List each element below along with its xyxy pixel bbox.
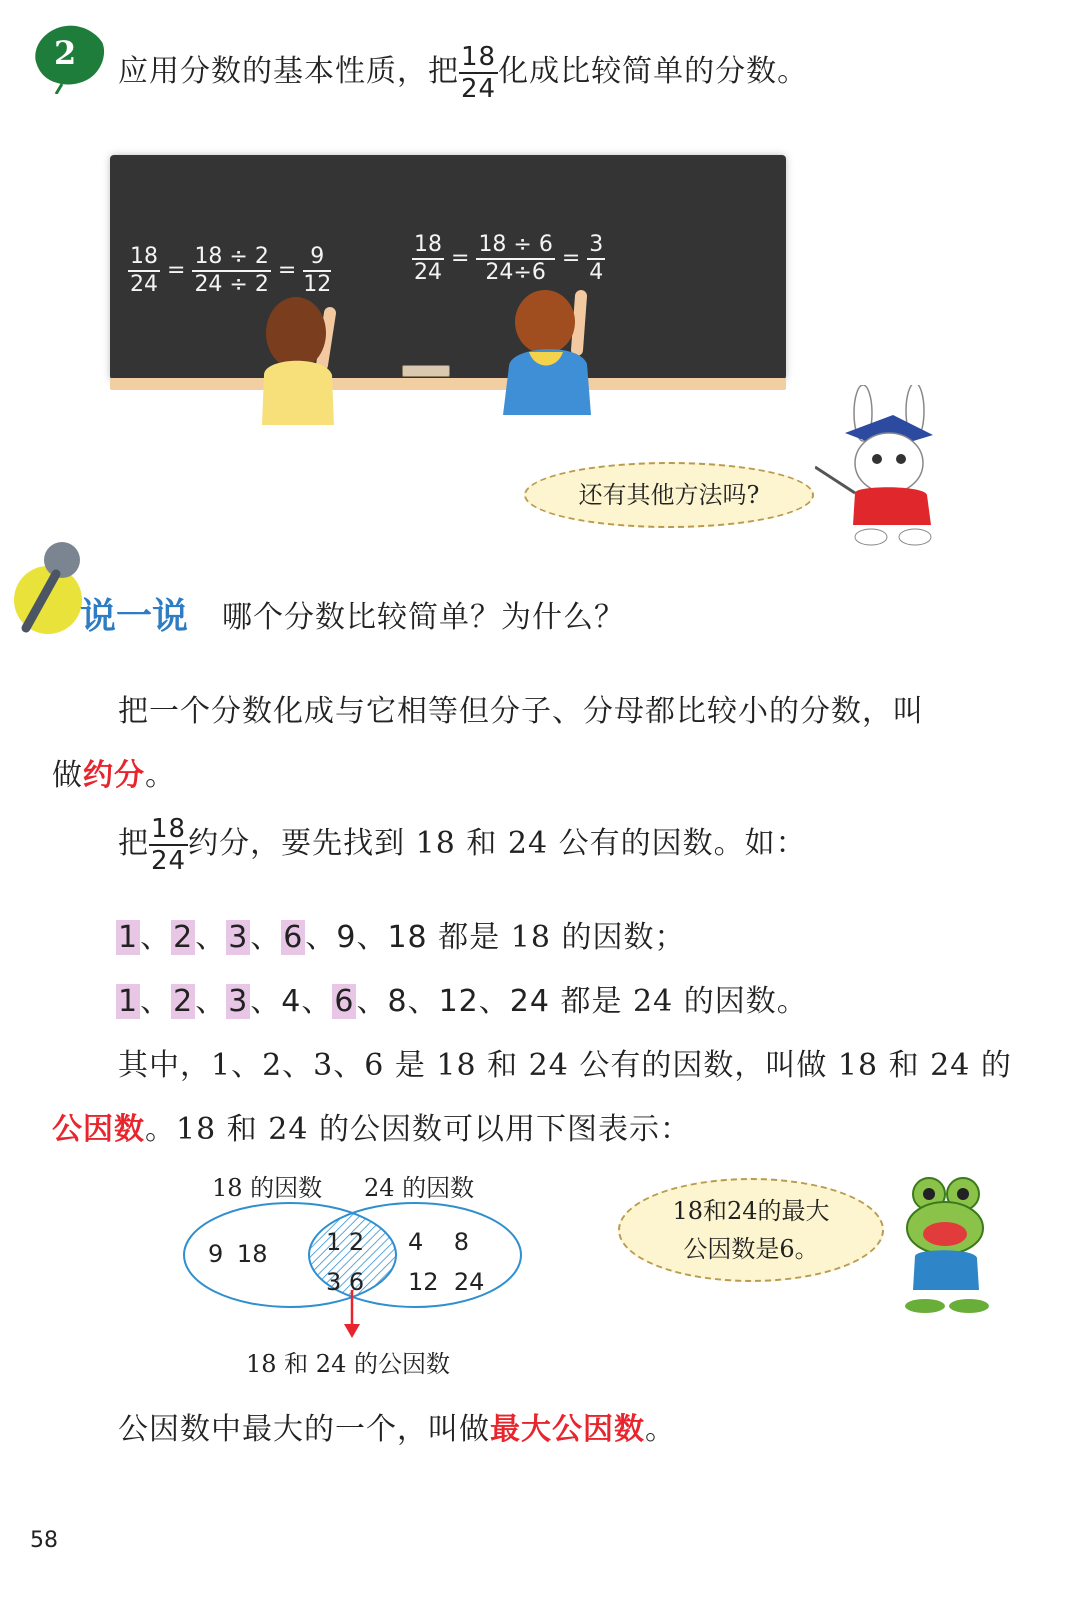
venn-left-only: 9 18 [208, 1240, 268, 1268]
separator: 、 [301, 984, 333, 1019]
frog-speech-bubble: 18和24的最大 公因数是6。 [618, 1178, 884, 1282]
conclusion-line: 公因数中最大的一个，叫做最大公因数。 [118, 1412, 676, 1447]
page-number: 58 [30, 1528, 58, 1553]
factors24-item: 4 [281, 984, 302, 1019]
factors24-item: 6 [334, 984, 355, 1019]
venn-label-left: 18 的因数 [212, 1174, 323, 1202]
rabbit-teacher-icon [815, 385, 955, 550]
definition-line2: 做约分。 [52, 758, 176, 793]
factors18-item: 6 [283, 920, 304, 955]
example-leaf-badge [28, 22, 108, 94]
factors-24-line [116, 976, 808, 1020]
factors24-item: 1 [118, 984, 139, 1019]
common-line1: 其中，1、2、3、6 是 18 和 24 公有的因数，叫做 18 和 24 的 [118, 1048, 1012, 1083]
factors24-item: 24 [509, 984, 550, 1019]
factors18-suffix: 都是 18 的因数； [427, 920, 686, 955]
factors18-item: 9 [336, 920, 357, 955]
separator: 、 [140, 984, 172, 1019]
speak-label: 说一说 [80, 596, 189, 637]
term-gongyinshu: 公因数 [52, 1112, 145, 1147]
venn-bottom-label: 18 和 24 的公因数 [246, 1350, 450, 1378]
separator: 、 [250, 920, 282, 955]
arrow-down-icon [344, 1324, 360, 1338]
factors18-item: 2 [173, 920, 194, 955]
venn-common: 1 2 3 6 [326, 1228, 365, 1296]
term-yuefen: 约分 [83, 758, 145, 793]
factors-18-line [116, 912, 685, 956]
frog-icon [895, 1172, 995, 1317]
find-factors-line: 把 $\frac{18}{24}$ 约分，要先找到 18 和 24 公有的因数。如： [118, 814, 807, 876]
example-fraction: $\frac{18}{24}$ [461, 42, 497, 104]
separator: 、 [250, 984, 282, 1019]
definition-line1: 把一个分数化成与它相等但分子、分母都比较小的分数，叫 [118, 694, 924, 729]
factors24-item: 12 [438, 984, 479, 1019]
separator: 、 [140, 920, 172, 955]
factors18-item: 3 [228, 920, 249, 955]
factors18-item: 1 [118, 920, 139, 955]
factors24-item: 8 [387, 984, 408, 1019]
factors24-item: 3 [228, 984, 249, 1019]
separator: 、 [305, 920, 337, 955]
separator: 、 [478, 984, 510, 1019]
venn-right-only: 4 8 12 24 [408, 1228, 485, 1296]
eraser [402, 365, 450, 377]
example-number: 2 [54, 34, 77, 72]
separator: 、 [195, 920, 227, 955]
factors24-item: 2 [173, 984, 194, 1019]
blackboard-ledge [110, 378, 786, 390]
venn-diagram [180, 1160, 525, 1380]
separator: 、 [195, 984, 227, 1019]
speak-question: 哪个分数比较简单？为什么？ [222, 600, 625, 635]
common-line2: 公因数。18 和 24 的公因数可以用下图表示： [52, 1112, 691, 1147]
left-equation: $\frac{18}{24}$ = $\frac{18 \div 2}{24 \div 2}$ = $\frac{9}{12}$ [130, 244, 332, 297]
factors18-item: 18 [387, 920, 428, 955]
venn-label-right: 24 的因数 [364, 1174, 475, 1202]
boy-figure [495, 280, 605, 415]
separator: 、 [407, 984, 439, 1019]
term-zuida-gongyinshu: 最大公因数 [490, 1412, 645, 1447]
separator: 、 [356, 920, 388, 955]
find-factors-fraction: $\frac{18}{24}$ [151, 814, 187, 876]
rabbit-speech-bubble: 还有其他方法吗? [524, 462, 814, 528]
separator: 、 [356, 984, 388, 1019]
right-equation: $\frac{18}{24}$ = $\frac{18 \div 6}{24\div 6}$ = $\frac{3}{4}$ [414, 232, 604, 285]
factors24-suffix: 都是 24 的因数。 [549, 984, 808, 1019]
girl-figure [250, 295, 350, 425]
example-prompt: 应用分数的基本性质，把 $\frac{18}{24}$ 化成比较简单的分数。 [118, 42, 809, 104]
